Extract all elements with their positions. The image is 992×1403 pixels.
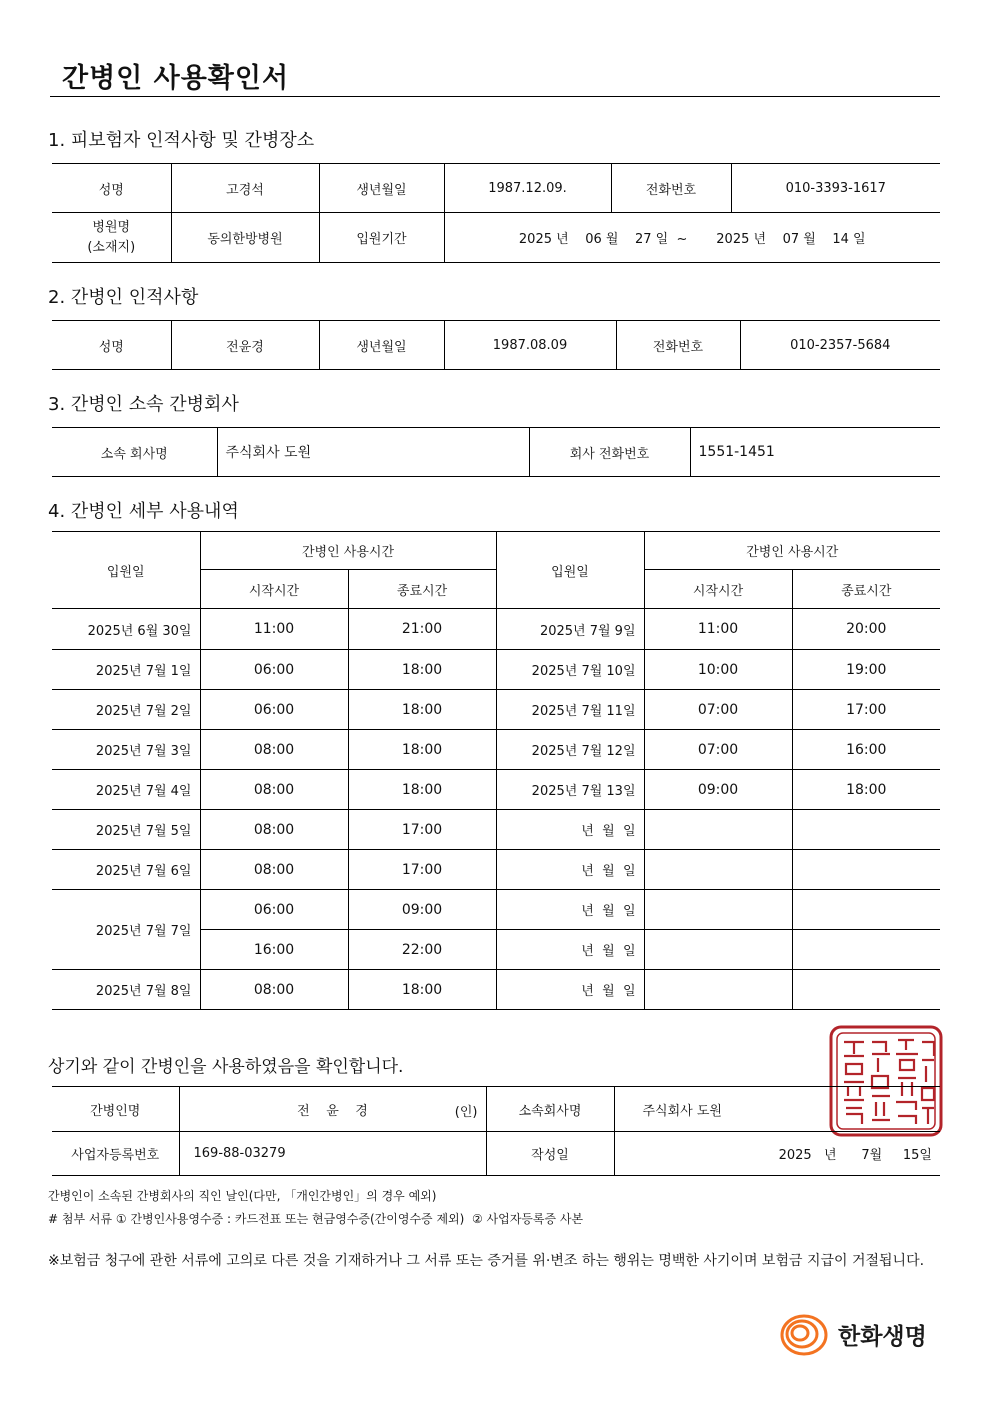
usage-date-right: 2025년 7월 10일: [496, 650, 644, 690]
usage-date-left: 2025년 7월 8일: [52, 970, 200, 1010]
insured-name: 고경석: [171, 164, 319, 213]
table-row: [52, 810, 940, 850]
usage-start-right: [644, 970, 792, 1010]
usage-start-right: 07:00: [644, 690, 792, 730]
affiliated-company-label: 소속회사명: [486, 1087, 614, 1132]
usage-date-right: 2025년 7월 11일: [496, 690, 644, 730]
usage-end-left: 17:00: [348, 850, 496, 890]
usage-start-left: 08:00: [200, 850, 348, 890]
usage-end-right: 18:00: [792, 770, 940, 810]
usage-start-right: 11:00: [644, 609, 792, 650]
insured-birth-label: 생년월일: [319, 164, 444, 213]
usage-date-left: 2025년 6월 30일: [52, 609, 200, 650]
section2-heading: 2. 간병인 인적사항: [48, 287, 199, 308]
usage-start-right: [644, 890, 792, 930]
usage-date-left: 2025년 7월 4일: [52, 770, 200, 810]
caregiver-birth: 1987.08.09: [444, 321, 616, 370]
seal-mark: (인): [454, 1105, 478, 1120]
usage-date-left: 2025년 7월 7일: [52, 890, 200, 970]
usage-date-right: 2025년 7월 12일: [496, 730, 644, 770]
business-number: 169-88-03279: [179, 1132, 486, 1176]
col-end-left: 종료시간: [348, 570, 496, 609]
col-admission-date-right: 입원일: [496, 532, 644, 609]
admission-period-label: 입원기간: [319, 213, 444, 263]
insured-name-label: 성명: [52, 164, 171, 213]
company-phone: 1551-1451: [690, 428, 940, 477]
page-title: 간병인 사용확인서: [62, 63, 290, 94]
hospital-label-sub: (소재지): [87, 239, 136, 255]
col-start-left: 시작시간: [200, 570, 348, 609]
written-date: 2025 년 7월 15일: [614, 1132, 940, 1176]
section1-heading: 1. 피보험자 인적사항 및 간병장소: [48, 130, 315, 151]
usage-end-left: 18:00: [348, 690, 496, 730]
caregiver-phone-label: 전화번호: [616, 321, 740, 370]
caregiver-sign-cell: [179, 1087, 486, 1132]
usage-end-left: 17:00: [348, 810, 496, 850]
note-seal: 간병인이 소속된 간병회사의 직인 날인(다만, 「개인간병인」의 경우 예외): [48, 1189, 437, 1203]
caregiver-info-table: [52, 320, 940, 370]
usage-end-right: [792, 850, 940, 890]
usage-end-left: 18:00: [348, 730, 496, 770]
usage-date-left: 2025년 7월 5일: [52, 810, 200, 850]
hanwha-logo-text: 한화생명: [838, 1324, 927, 1350]
usage-date-right: 년 월 일: [496, 930, 644, 970]
company-name-label: 소속 회사명: [52, 428, 217, 477]
usage-end-left: 18:00: [348, 970, 496, 1010]
usage-start-right: 09:00: [644, 770, 792, 810]
section4-heading: 4. 간병인 세부 사용내역: [48, 501, 239, 522]
usage-date-left: 2025년 7월 6일: [52, 850, 200, 890]
insured-birth: 1987.12.09.: [444, 164, 611, 213]
usage-end-right: 20:00: [792, 609, 940, 650]
usage-start-left: 08:00: [200, 970, 348, 1010]
col-start-right: 시작시간: [644, 570, 792, 609]
written-date-label: 작성일: [486, 1132, 614, 1176]
usage-date-right: 2025년 7월 13일: [496, 770, 644, 810]
insured-phone: 010-3393-1617: [731, 164, 940, 213]
usage-start-right: [644, 810, 792, 850]
hospital-name: 동의한방병원: [171, 213, 319, 263]
usage-start-left: 06:00: [200, 890, 348, 930]
company-info-table: [52, 427, 940, 477]
usage-start-left: 08:00: [200, 770, 348, 810]
admission-period: 2025 년 06 월 27 일 ~ 2025 년 07 월 14 일: [444, 213, 940, 263]
hospital-label-main: 병원명: [92, 219, 131, 235]
usage-start-left: 08:00: [200, 730, 348, 770]
usage-start-left: 08:00: [200, 810, 348, 850]
usage-end-right: [792, 890, 940, 930]
usage-date-left: 2025년 7월 2일: [52, 690, 200, 730]
table-row: [52, 770, 940, 810]
caregiver-name-sign-label: 간병인명: [52, 1087, 179, 1132]
confirm-statement: 상기와 같이 간병인을 사용하였음을 확인합니다.: [48, 1057, 404, 1077]
usage-end-left: 21:00: [348, 609, 496, 650]
usage-start-left: 11:00: [200, 609, 348, 650]
col-admission-date-left: 입원일: [52, 532, 200, 609]
table-row: [52, 650, 940, 690]
col-usage-time-right: 간병인 사용시간: [644, 532, 940, 570]
caregiver-sign-name: 전 윤 경: [297, 1103, 368, 1119]
caregiver-birth-label: 생년월일: [319, 321, 444, 370]
usage-start-right: [644, 930, 792, 970]
affiliated-company: 주식회사 도원: [614, 1087, 940, 1132]
usage-end-right: [792, 970, 940, 1010]
title-divider: [50, 96, 940, 97]
usage-end-left: 09:00: [348, 890, 496, 930]
usage-end-right: 17:00: [792, 690, 940, 730]
usage-date-left: 2025년 7월 3일: [52, 730, 200, 770]
table-row: [52, 690, 940, 730]
hanwha-logo-icon: [778, 1310, 834, 1360]
col-usage-time-left: 간병인 사용시간: [200, 532, 496, 570]
usage-end-right: [792, 930, 940, 970]
usage-start-right: 10:00: [644, 650, 792, 690]
usage-start-left: 06:00: [200, 690, 348, 730]
usage-start-left: 06:00: [200, 650, 348, 690]
usage-date-right: 년 월 일: [496, 810, 644, 850]
table-row: [52, 609, 940, 650]
table-row: [52, 890, 940, 930]
col-end-right: 종료시간: [792, 570, 940, 609]
insured-phone-label: 전화번호: [611, 164, 731, 213]
section3-heading: 3. 간병인 소속 간병회사: [48, 394, 239, 415]
usage-date-left: 2025년 7월 1일: [52, 650, 200, 690]
fraud-warning: ※보험금 청구에 관한 서류에 고의로 다른 것을 기재하거나 그 서류 또는 증거를 위·변조 하는 행위는 명백한 사기이며 보험금 지급이 거절됩니다.: [48, 1253, 925, 1269]
usage-date-right: 년 월 일: [496, 890, 644, 930]
usage-end-left: 18:00: [348, 770, 496, 810]
usage-start-left: 16:00: [200, 930, 348, 970]
company-name: 주식회사 도원: [217, 428, 529, 477]
usage-end-right: 16:00: [792, 730, 940, 770]
caregiver-phone: 010-2357-5684: [740, 321, 940, 370]
usage-start-right: 07:00: [644, 730, 792, 770]
company-phone-label: 회사 전화번호: [529, 428, 690, 477]
usage-end-right: 19:00: [792, 650, 940, 690]
usage-start-right: [644, 850, 792, 890]
logo-swirl: [782, 1316, 826, 1354]
caregiver-name: 전윤경: [171, 321, 319, 370]
hospital-label: [52, 213, 171, 263]
usage-detail-table: [52, 531, 940, 1010]
usage-end-left: 22:00: [348, 930, 496, 970]
caregiver-name-label: 성명: [52, 321, 171, 370]
table-row: [52, 850, 940, 890]
usage-date-right: 년 월 일: [496, 850, 644, 890]
usage-date-right: 2025년 7월 9일: [496, 609, 644, 650]
usage-date-right: 년 월 일: [496, 970, 644, 1010]
usage-end-right: [792, 810, 940, 850]
note-attachments: # 첨부 서류 ① 간병인사용영수증 : 카드전표 또는 현금영수증(간이영수증 제외) ② 사업자등록증 사본: [48, 1212, 584, 1226]
confirmation-table: [52, 1086, 940, 1176]
table-row: [52, 730, 940, 770]
insured-info-table: [52, 163, 940, 263]
usage-rows: [52, 609, 940, 1010]
business-number-label: 사업자등록번호: [52, 1132, 179, 1176]
usage-end-left: 18:00: [348, 650, 496, 690]
table-row: [52, 970, 940, 1010]
